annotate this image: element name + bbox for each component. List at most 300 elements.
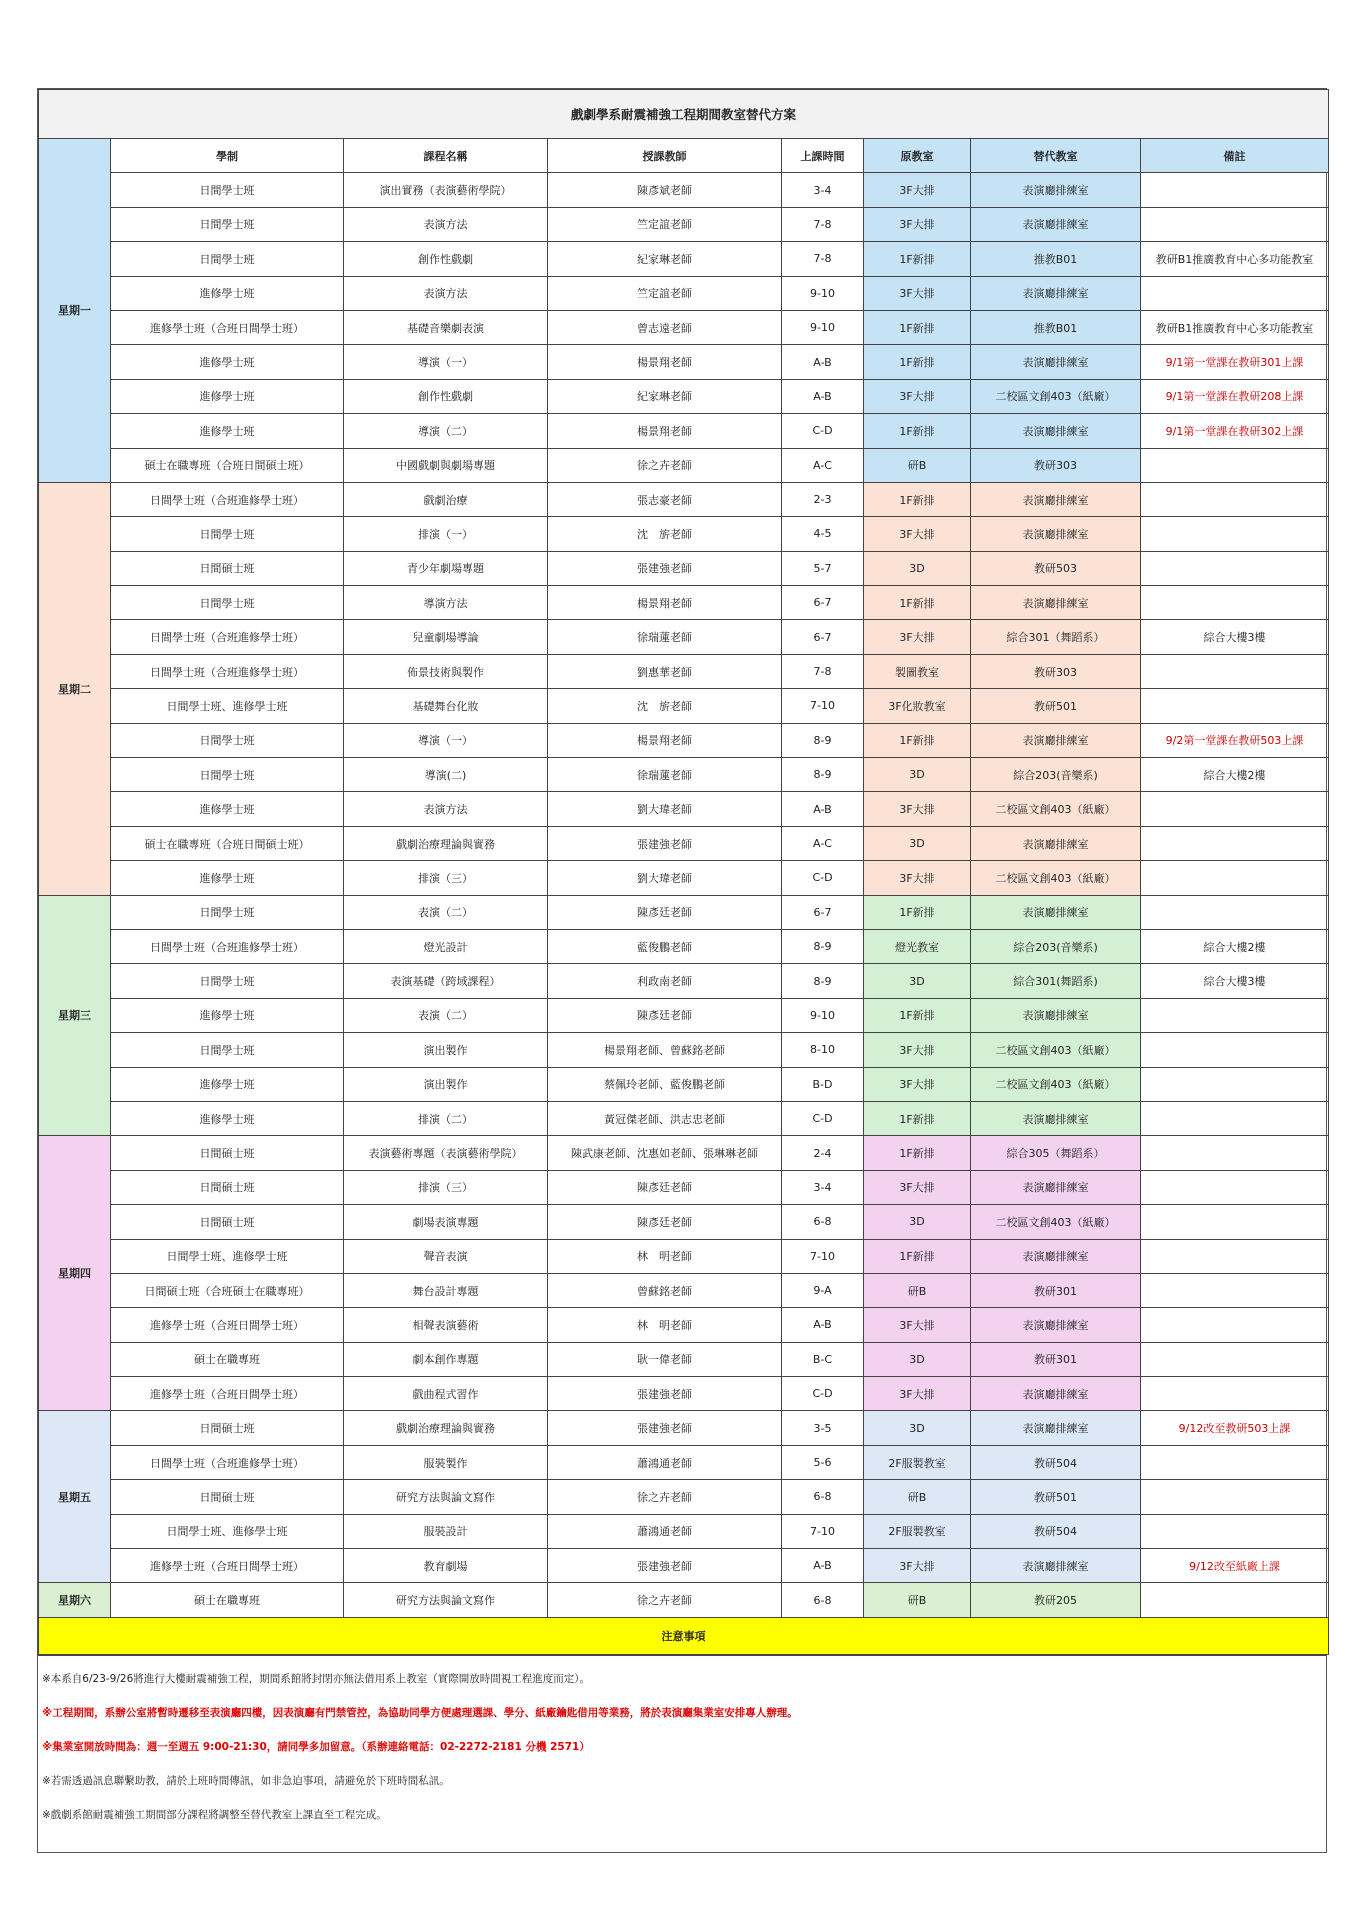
alt-room-cell: 教研205 [971,1583,1141,1617]
orig-room-cell: 3F化妝教室 [864,689,971,723]
remark-cell [1141,826,1329,860]
table-row [39,758,1329,792]
course-cell: 兒童劇場導論 [344,620,548,654]
remark-cell: 綜合大樓3樓 [1141,964,1329,998]
teacher-cell: 黃冠傑老師、洪志忠老師 [548,1101,782,1135]
table-row [39,826,1329,860]
remark-cell: 綜合大樓2樓 [1141,758,1329,792]
orig-room-cell: 3F大排 [864,1377,971,1411]
course-cell: 表演方法 [344,207,548,241]
schedule-sheet [37,88,1327,1853]
table-row [39,482,1329,516]
time-cell: 8-9 [782,929,864,963]
table-row [39,551,1329,585]
table-row [39,1583,1329,1617]
orig-room-cell: 3F大排 [864,276,971,310]
teacher-cell: 沈 旂老師 [548,517,782,551]
alt-room-cell: 表演廳排練室 [971,1101,1141,1135]
orig-room-cell: 1F新排 [864,895,971,929]
course-cell: 導演方法 [344,586,548,620]
orig-room-cell: 燈光教室 [864,929,971,963]
time-cell: 8-9 [782,758,864,792]
alt-room-cell: 表演廳排練室 [971,1377,1141,1411]
course-cell: 戲劇治療理論與實務 [344,1411,548,1445]
remark-cell [1141,861,1329,895]
alt-room-cell: 二校區文創403（紙廠） [971,1067,1141,1101]
table-row [39,895,1329,929]
orig-room-cell: 3D [864,964,971,998]
teacher-cell: 陳武康老師、沈惠如老師、張琳琳老師 [548,1136,782,1170]
course-cell: 表演藝術專題（表演藝術學院） [344,1136,548,1170]
table-row [39,276,1329,310]
remark-cell: 教研B1推廣教育中心多功能教室 [1141,310,1329,344]
remark-cell [1141,1480,1329,1514]
course-cell: 導演（一） [344,345,548,379]
alt-room-cell: 表演廳排練室 [971,1411,1141,1445]
header-alt-room: 替代教室 [971,139,1141,173]
day-cell: 星期四 [39,1136,111,1411]
header-program: 學制 [111,139,344,173]
time-cell: 5-6 [782,1445,864,1479]
program-cell: 日間學士班（合班進修學士班） [111,654,344,688]
table-row [39,1514,1329,1548]
alt-room-cell: 表演廳排練室 [971,173,1141,207]
course-cell: 劇本創作專題 [344,1342,548,1376]
header-teacher: 授課教師 [548,139,782,173]
course-cell: 聲音表演 [344,1239,548,1273]
orig-room-cell: 1F新排 [864,414,971,448]
orig-room-cell: 1F新排 [864,1101,971,1135]
orig-room-cell: 3F大排 [864,379,971,413]
course-cell: 表演方法 [344,792,548,826]
alt-room-cell: 二校區文創403（紙廠） [971,861,1141,895]
time-cell: 9-10 [782,998,864,1032]
course-cell: 演出製作 [344,1033,548,1067]
alt-room-cell: 教研504 [971,1514,1141,1548]
orig-room-cell: 3D [864,1205,971,1239]
alt-room-cell: 表演廳排練室 [971,586,1141,620]
teacher-cell: 陳彥廷老師 [548,998,782,1032]
time-cell: 2-4 [782,1136,864,1170]
teacher-cell: 楊景翔老師 [548,414,782,448]
time-cell: A-C [782,826,864,860]
time-cell: 2-3 [782,482,864,516]
time-cell: 3-4 [782,173,864,207]
note-line: ※本系自6/23-9/26將進行大樓耐震補強工程，期間系館將封閉亦無法借用系上教室（實際開放時間視工程進度而定）。 [42,1672,590,1685]
alt-room-cell: 表演廳排練室 [971,1549,1141,1583]
alt-room-cell: 二校區文創403（紙廠） [971,1033,1141,1067]
program-cell: 進修學士班（合班日間學士班） [111,310,344,344]
alt-room-cell: 綜合301(舞蹈系) [971,964,1141,998]
table-row [39,345,1329,379]
program-cell: 日間碩士班 [111,1205,344,1239]
time-cell: 6-8 [782,1480,864,1514]
program-cell: 日間學士班 [111,173,344,207]
remark-cell [1141,1445,1329,1479]
orig-room-cell: 研B [864,1480,971,1514]
teacher-cell: 張建強老師 [548,551,782,585]
program-cell: 日間學士班 [111,723,344,757]
time-cell: 6-8 [782,1205,864,1239]
program-cell: 進修學士班 [111,861,344,895]
notes-section [38,1655,1326,1852]
alt-room-cell: 綜合203(音樂系) [971,929,1141,963]
teacher-cell: 張志豪老師 [548,482,782,516]
orig-room-cell: 1F新排 [864,345,971,379]
orig-room-cell: 3F大排 [864,1308,971,1342]
teacher-cell: 曾志遠老師 [548,310,782,344]
time-cell: 4-5 [782,517,864,551]
remark-cell [1141,482,1329,516]
course-cell: 舞台設計專題 [344,1273,548,1307]
program-cell: 日間學士班 [111,586,344,620]
program-cell: 日間碩士班 [111,1411,344,1445]
table-row [39,792,1329,826]
day-cell: 星期二 [39,482,111,895]
teacher-cell: 楊景翔老師 [548,345,782,379]
program-cell: 日間學士班、進修學士班 [111,689,344,723]
course-cell: 相聲表演藝術 [344,1308,548,1342]
table-row [39,414,1329,448]
time-cell: B-C [782,1342,864,1376]
teacher-cell: 蕭鴻通老師 [548,1445,782,1479]
orig-room-cell: 研B [864,1273,971,1307]
course-cell: 劇場表演專題 [344,1205,548,1239]
time-cell: A-B [782,1308,864,1342]
time-cell: 6-8 [782,1583,864,1617]
orig-room-cell: 1F新排 [864,310,971,344]
remark-cell [1141,1170,1329,1204]
header-course: 課程名稱 [344,139,548,173]
orig-room-cell: 3D [864,826,971,860]
orig-room-cell: 3D [864,758,971,792]
remark-cell: 9/12改至紙廠上課 [1141,1549,1329,1583]
remark-cell [1141,654,1329,688]
course-cell: 研究方法與論文寫作 [344,1480,548,1514]
table-row [39,654,1329,688]
remark-cell [1141,586,1329,620]
time-cell: 9-10 [782,310,864,344]
alt-room-cell: 表演廳排練室 [971,276,1141,310]
table-row [39,173,1329,207]
time-cell: 7-8 [782,654,864,688]
program-cell: 進修學士班 [111,1067,344,1101]
alt-room-cell: 推教B01 [971,242,1141,276]
program-cell: 碩士在職專班（合班日間碩士班） [111,448,344,482]
orig-room-cell: 1F新排 [864,1239,971,1273]
program-cell: 進修學士班 [111,1101,344,1135]
course-cell: 表演方法 [344,276,548,310]
teacher-cell: 林 明老師 [548,1308,782,1342]
remark-cell: 教研B1推廣教育中心多功能教室 [1141,242,1329,276]
remark-cell [1141,1067,1329,1101]
program-cell: 進修學士班 [111,345,344,379]
alt-room-cell: 推教B01 [971,310,1141,344]
orig-room-cell: 3D [864,1411,971,1445]
course-cell: 演出實務（表演藝術學院） [344,173,548,207]
teacher-cell: 楊景翔老師 [548,586,782,620]
orig-room-cell: 3F大排 [864,792,971,826]
course-cell: 排演（三） [344,1170,548,1204]
time-cell: C-D [782,861,864,895]
page-title: 戲劇學系耐震補強工程期間教室替代方案 [39,90,1329,139]
course-cell: 基礎舞台化妝 [344,689,548,723]
table-row [39,1170,1329,1204]
time-cell: A-C [782,448,864,482]
teacher-cell: 蕭鴻通老師 [548,1514,782,1548]
remark-cell: 9/2第一堂課在教研503上課 [1141,723,1329,757]
program-cell: 日間學士班 [111,1033,344,1067]
table-row [39,242,1329,276]
table-row [39,723,1329,757]
course-cell: 排演（一） [344,517,548,551]
remark-cell [1141,1514,1329,1548]
orig-room-cell: 1F新排 [864,1136,971,1170]
teacher-cell: 陳彥斌老師 [548,173,782,207]
teacher-cell: 林 明老師 [548,1239,782,1273]
table-row [39,998,1329,1032]
remark-cell [1141,1377,1329,1411]
teacher-cell: 楊景翔老師、曾蘇銘老師 [548,1033,782,1067]
notice-title: 注意事項 [39,1617,1329,1654]
teacher-cell: 耿一偉老師 [548,1342,782,1376]
table-row [39,586,1329,620]
orig-room-cell: 3D [864,551,971,585]
orig-room-cell: 製圖教室 [864,654,971,688]
day-cell: 星期五 [39,1411,111,1583]
time-cell: 7-10 [782,1239,864,1273]
course-cell: 戲劇治療理論與實務 [344,826,548,860]
time-cell: 3-4 [782,1170,864,1204]
table-row [39,1239,1329,1273]
time-cell: 9-10 [782,276,864,310]
time-cell: 6-7 [782,586,864,620]
table-row [39,139,1329,173]
course-cell: 戲劇治療 [344,482,548,516]
teacher-cell: 竺定誼老師 [548,276,782,310]
time-cell: 7-10 [782,1514,864,1548]
remark-cell [1141,792,1329,826]
remark-cell [1141,1273,1329,1307]
header-time: 上課時間 [782,139,864,173]
teacher-cell: 陳彥廷老師 [548,1170,782,1204]
course-cell: 導演(二) [344,758,548,792]
note-line: ※若需透過訊息聯繫助教，請於上班時間傳訊，如非急迫事項，請避免於下班時間私訊。 [42,1774,450,1787]
teacher-cell: 劉大瑋老師 [548,861,782,895]
course-cell: 表演（二） [344,895,548,929]
program-cell: 日間學士班、進修學士班 [111,1239,344,1273]
remark-cell [1141,998,1329,1032]
remark-cell: 綜合大樓3樓 [1141,620,1329,654]
table-row [39,1101,1329,1135]
course-cell: 導演（二） [344,414,548,448]
course-cell: 研究方法與論文寫作 [344,1583,548,1617]
alt-room-cell: 教研501 [971,1480,1141,1514]
orig-room-cell: 3F大排 [864,620,971,654]
alt-room-cell: 表演廳排練室 [971,1170,1141,1204]
teacher-cell: 劉大瑋老師 [548,792,782,826]
alt-room-cell: 教研303 [971,654,1141,688]
program-cell: 進修學士班 [111,998,344,1032]
note-line: ※工程期間，系辦公室將暫時遷移至表演廳四樓，因表演廳有門禁管控，為協助同學方便處理選課、學分、紙廠鑰匙借用等業務，將於表演廳集業室安排專人辦理。 [42,1706,798,1719]
orig-room-cell: 3F大排 [864,1033,971,1067]
program-cell: 進修學士班 [111,792,344,826]
table-row [39,1411,1329,1445]
remark-cell [1141,1239,1329,1273]
time-cell: 7-8 [782,207,864,241]
remark-cell [1141,895,1329,929]
remark-cell [1141,1342,1329,1376]
program-cell: 日間學士班、進修學士班 [111,1514,344,1548]
remark-cell: 9/12改至教研503上課 [1141,1411,1329,1445]
remark-cell [1141,173,1329,207]
orig-room-cell: 研B [864,448,971,482]
orig-room-cell: 研B [864,1583,971,1617]
course-cell: 排演（二） [344,1101,548,1135]
alt-room-cell: 綜合305（舞蹈系） [971,1136,1141,1170]
course-cell: 導演（一） [344,723,548,757]
table-row [39,1342,1329,1376]
note-line: ※戲劇系館耐震補強工期間部分課程將調整至替代教室上課直至工程完成。 [42,1808,387,1821]
course-cell: 演出製作 [344,1067,548,1101]
day-cell: 星期一 [39,139,111,483]
time-cell: 6-7 [782,895,864,929]
time-cell: 9-A [782,1273,864,1307]
notice-header-row [39,1617,1329,1654]
day-cell: 星期三 [39,895,111,1136]
time-cell: 6-7 [782,620,864,654]
remark-cell [1141,689,1329,723]
schedule-table [38,89,1329,1655]
alt-room-cell: 表演廳排練室 [971,826,1141,860]
time-cell: A-B [782,792,864,826]
teacher-cell: 徐之卉老師 [548,448,782,482]
course-cell: 中國戲劇與劇場專題 [344,448,548,482]
course-cell: 佈景技術與製作 [344,654,548,688]
teacher-cell: 徐之卉老師 [548,1583,782,1617]
table-row [39,1067,1329,1101]
orig-room-cell: 1F新排 [864,723,971,757]
program-cell: 進修學士班（合班日間學士班） [111,1308,344,1342]
teacher-cell: 竺定誼老師 [548,207,782,241]
alt-room-cell: 綜合301（舞蹈系） [971,620,1141,654]
alt-room-cell: 教研301 [971,1342,1141,1376]
program-cell: 日間學士班 [111,895,344,929]
alt-room-cell: 表演廳排練室 [971,207,1141,241]
orig-room-cell: 3F大排 [864,173,971,207]
program-cell: 進修學士班（合班日間學士班） [111,1377,344,1411]
program-cell: 日間學士班（合班進修學士班） [111,929,344,963]
header-remark: 備註 [1141,139,1329,173]
course-cell: 創作性戲劇 [344,242,548,276]
teacher-cell: 徐瑞蓮老師 [548,758,782,792]
table-row [39,689,1329,723]
remark-cell [1141,551,1329,585]
program-cell: 日間碩士班 [111,1170,344,1204]
remark-cell [1141,1136,1329,1170]
program-cell: 日間學士班 [111,517,344,551]
table-row [39,310,1329,344]
teacher-cell: 藍俊鵬老師 [548,929,782,963]
orig-room-cell: 1F新排 [864,998,971,1032]
alt-room-cell: 教研301 [971,1273,1141,1307]
orig-room-cell: 2F服製教室 [864,1445,971,1479]
remark-cell [1141,1101,1329,1135]
remark-cell [1141,276,1329,310]
time-cell: 8-9 [782,723,864,757]
orig-room-cell: 3F大排 [864,517,971,551]
program-cell: 日間碩士班 [111,551,344,585]
program-cell: 日間學士班 [111,758,344,792]
table-row [39,620,1329,654]
alt-room-cell: 表演廳排練室 [971,414,1141,448]
course-cell: 基礎音樂劇表演 [344,310,548,344]
table-row [39,929,1329,963]
teacher-cell: 紀家琳老師 [548,379,782,413]
teacher-cell: 陳彥廷老師 [548,1205,782,1239]
remark-cell: 綜合大樓2樓 [1141,929,1329,963]
orig-room-cell: 3F大排 [864,1170,971,1204]
table-row [39,1480,1329,1514]
table-row [39,207,1329,241]
orig-room-cell: 3D [864,1342,971,1376]
teacher-cell: 蔡佩玲老師、藍俊鵬老師 [548,1067,782,1101]
program-cell: 日間碩士班（合班碩士在職專班） [111,1273,344,1307]
program-cell: 碩士在職專班 [111,1342,344,1376]
teacher-cell: 張建強老師 [548,1377,782,1411]
schedule-body [39,139,1329,1655]
alt-room-cell: 綜合203(音樂系) [971,758,1141,792]
alt-room-cell: 二校區文創403（紙廠） [971,379,1141,413]
table-row [39,1205,1329,1239]
teacher-cell: 張建強老師 [548,1549,782,1583]
course-cell: 教育劇場 [344,1549,548,1583]
time-cell: 5-7 [782,551,864,585]
remark-cell [1141,517,1329,551]
teacher-cell: 陳彥廷老師 [548,895,782,929]
course-cell: 服裝設計 [344,1514,548,1548]
table-row [39,1136,1329,1170]
remark-cell: 9/1第一堂課在教研301上課 [1141,345,1329,379]
program-cell: 進修學士班（合班日間學士班） [111,1549,344,1583]
orig-room-cell: 2F服製教室 [864,1514,971,1548]
alt-room-cell: 表演廳排練室 [971,895,1141,929]
teacher-cell: 徐之卉老師 [548,1480,782,1514]
alt-room-cell: 表演廳排練室 [971,998,1141,1032]
program-cell: 碩士在職專班（合班日間碩士班） [111,826,344,860]
orig-room-cell: 3F大排 [864,1067,971,1101]
remark-cell [1141,1205,1329,1239]
orig-room-cell: 1F新排 [864,242,971,276]
program-cell: 日間碩士班 [111,1136,344,1170]
course-cell: 青少年劇場專題 [344,551,548,585]
orig-room-cell: 3F大排 [864,861,971,895]
remark-cell [1141,207,1329,241]
time-cell: 8-10 [782,1033,864,1067]
time-cell: 7-10 [782,689,864,723]
course-cell: 服裝製作 [344,1445,548,1479]
time-cell: 3-5 [782,1411,864,1445]
orig-room-cell: 1F新排 [864,482,971,516]
alt-room-cell: 教研503 [971,551,1141,585]
note-line: ※集業室開放時間為：週一至週五 9:00-21:30，請同學多加留意。（系辦連絡電話：02-2272-2181 分機 2571） [42,1740,590,1753]
time-cell: A-B [782,1549,864,1583]
alt-room-cell: 表演廳排練室 [971,1239,1141,1273]
remark-cell: 9/1第一堂課在教研302上課 [1141,414,1329,448]
table-row [39,517,1329,551]
time-cell: C-D [782,414,864,448]
table-row [39,1273,1329,1307]
